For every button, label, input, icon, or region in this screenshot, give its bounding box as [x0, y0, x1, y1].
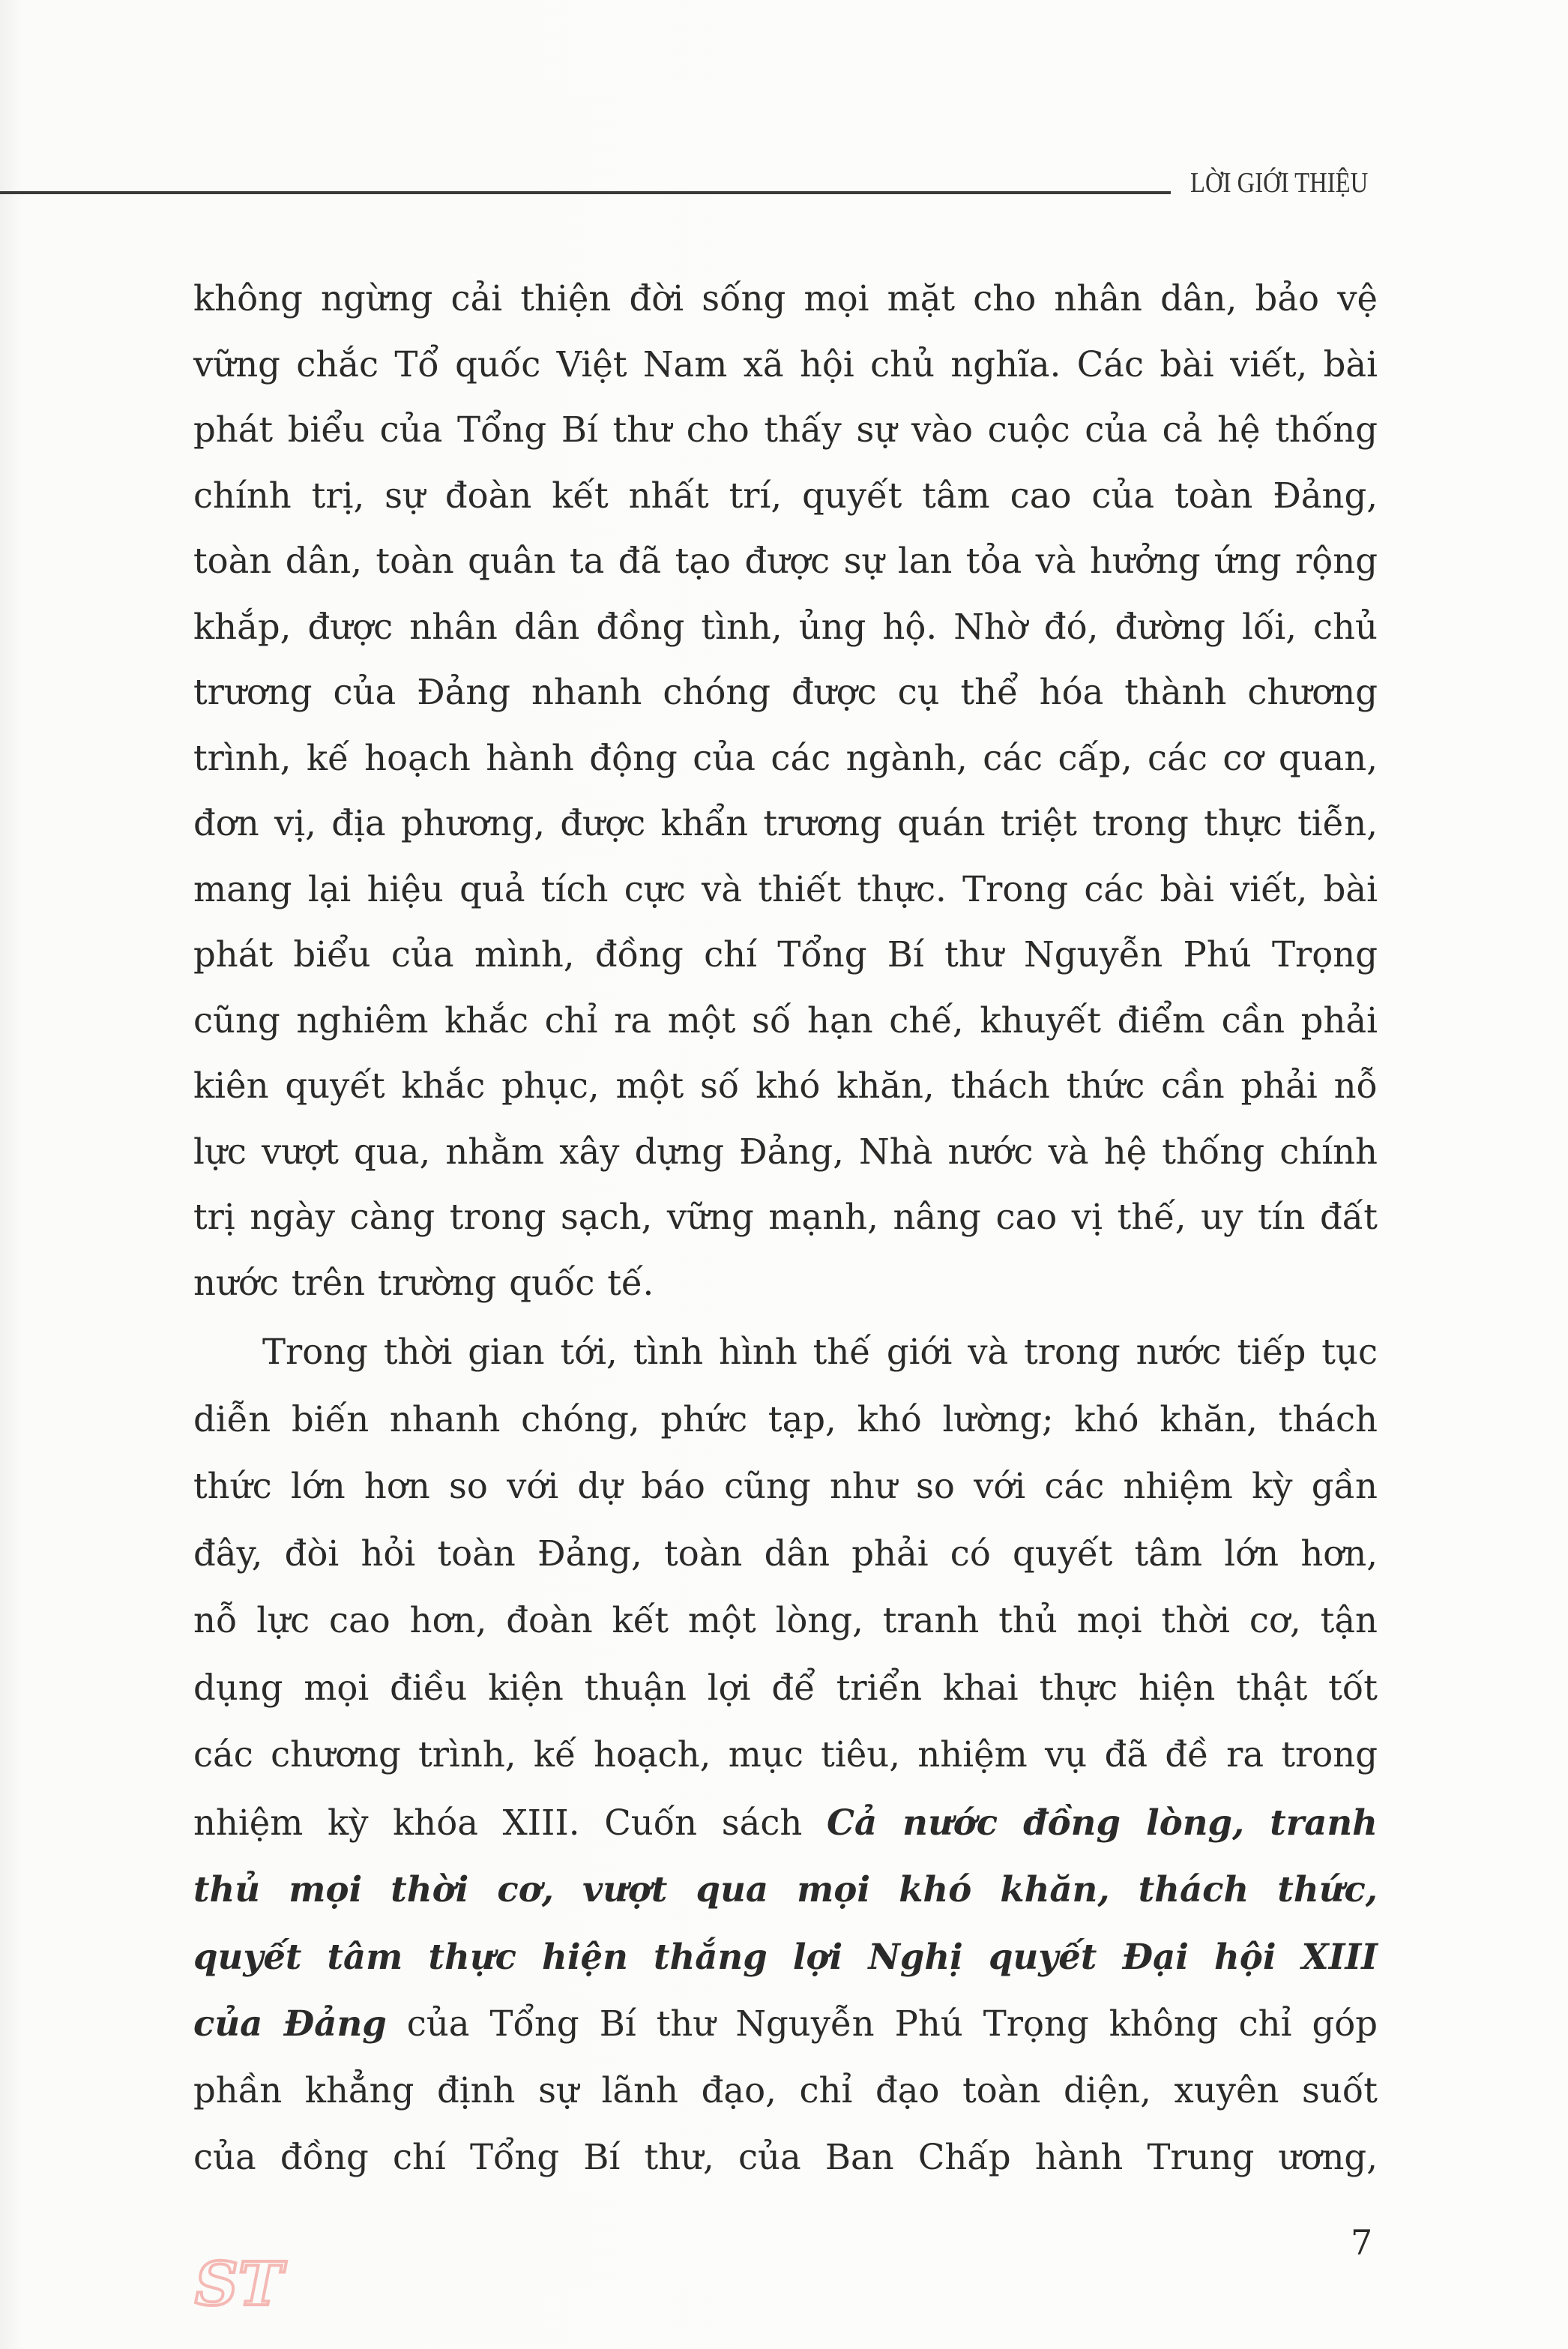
- text-run: nhiệm kỳ khóa XIII. Cuốn sách: [193, 1802, 827, 1843]
- text-line: mang lại hiệu quả tích cực và thiết thực. Trong các bài viết, bài: [193, 868, 1378, 909]
- publisher-logo-icon: [192, 2246, 283, 2319]
- text-line: trình, kế hoạch hành động của các ngành, các cấp, các cơ quan,: [193, 737, 1378, 778]
- page-number: 7: [1351, 2222, 1373, 2263]
- text-line: các chương trình, kế hoạch, mục tiêu, nhiệm vụ đã đề ra trong: [193, 1734, 1378, 1775]
- text-line: nước trên trường quốc tế.: [193, 1262, 654, 1303]
- text-line: diễn biến nhanh chóng, phức tạp, khó lường; khó khăn, thách: [193, 1398, 1378, 1440]
- text-line: kiên quyết khắc phục, một số khó khăn, thách thức cần phải nỗ: [193, 1065, 1378, 1106]
- text-line: trương của Đảng nhanh chóng được cụ thể hóa thành chương: [193, 672, 1378, 712]
- text-line: phát biểu của Tổng Bí thư cho thấy sự vào cuộc của cả hệ thống: [193, 409, 1378, 450]
- text-line: của đồng chí Tổng Bí thư, của Ban Chấp hành Trung ương,: [193, 2137, 1378, 2177]
- text-line: đây, đòi hỏi toàn Đảng, toàn dân phải có quyết tâm lớn hơn,: [193, 1533, 1378, 1574]
- text-line: dụng mọi điều kiện thuận lợi để triển khai thực hiện thật tốt: [193, 1667, 1378, 1708]
- text-line: trị ngày càng trong sạch, vững mạnh, nâng cao vị thế, uy tín đất: [193, 1197, 1378, 1237]
- text-line: khắp, được nhân dân đồng tình, ủng hộ. Nhờ đó, đường lối, chủ: [193, 606, 1378, 647]
- text-line: đơn vị, địa phương, được khẩn trương quán triệt trong thực tiễn,: [193, 803, 1378, 843]
- text-line: [193, 1990, 1378, 2057]
- text-line: thức lớn hơn so với dự báo cũng như so với các nhiệm kỳ gần: [193, 1466, 1378, 1506]
- book-title-line: thủ mọi thời cơ, vượt qua mọi khó khăn, thách thức,: [193, 1868, 1378, 1910]
- text-line: [193, 1789, 1378, 1856]
- text-line: phát biểu của mình, đồng chí Tổng Bí thư Nguyễn Phú Trọng: [193, 934, 1378, 975]
- text-line: cũng nghiêm khắc chỉ ra một số hạn chế, khuyết điểm cần phải: [193, 999, 1378, 1041]
- body-text: [193, 266, 1378, 2192]
- header-rule: [0, 191, 1171, 194]
- text-line: chính trị, sự đoàn kết nhất trí, quyết tâm cao của toàn Đảng,: [193, 475, 1378, 516]
- book-title-run: của Đảng: [193, 2003, 387, 2044]
- book-title-line: quyết tâm thực hiện thắng lợi Nghị quyết Đại hội XIII: [193, 1935, 1378, 1977]
- text-line: nỗ lực cao hơn, đoàn kết một lòng, tranh thủ mọi thời cơ, tận: [193, 1600, 1378, 1640]
- text-line: không ngừng cải thiện đời sống mọi mặt cho nhân dân, bảo vệ: [193, 278, 1378, 319]
- paragraph-1: [193, 266, 1378, 1316]
- text-line: Trong thời gian tới, tình hình thế giới và trong nước tiếp tục: [262, 1332, 1378, 1372]
- publisher-mark-text: ST: [195, 2249, 283, 2319]
- text-line: vững chắc Tổ quốc Việt Nam xã hội chủ nghĩa. Các bài viết, bài: [193, 343, 1378, 385]
- text-line: lực vượt qua, nhằm xây dựng Đảng, Nhà nước và hệ thống chính: [193, 1131, 1378, 1172]
- paragraph-2: [193, 1319, 1378, 2192]
- running-head: LỜI GIỚI THIỆU: [1190, 167, 1369, 199]
- book-title-run: Cả nước đồng lòng, tranh: [826, 1801, 1378, 1843]
- text-run: của Tổng Bí thư Nguyễn Phú Trọng không chỉ góp: [386, 2003, 1378, 2044]
- text-line: phần khẳng định sự lãnh đạo, chỉ đạo toàn diện, xuyên suốt: [193, 2069, 1378, 2111]
- text-line: toàn dân, toàn quân ta đã tạo được sự lan tỏa và hưởng ứng rộng: [193, 541, 1378, 581]
